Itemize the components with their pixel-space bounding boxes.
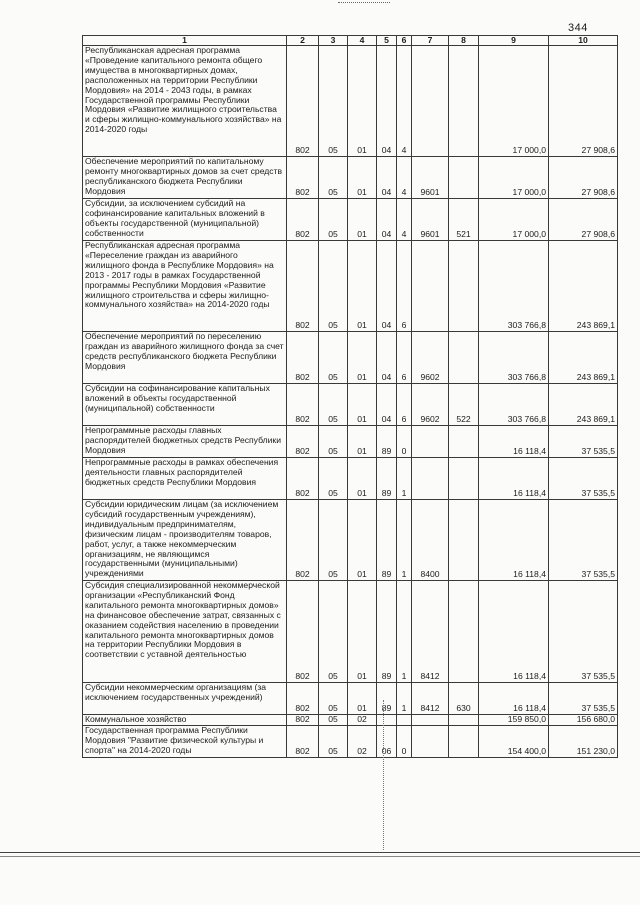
scan-edge-line xyxy=(0,852,640,853)
cell-program: 04 xyxy=(377,241,397,332)
row-name: Республиканская адресная программа «Переселение граждан из аварийного жилищного фонда в Республике Мордовия» на 2013 - 2017 годы в рамках Государственной программы Республики Мордовия «Развитие жилищного строительства и сферы жилищно-коммунального хозяйства» на 2014-2020 годы xyxy=(83,241,287,332)
col-header: 9 xyxy=(479,36,549,46)
cell-ministry: 802 xyxy=(287,199,319,241)
cell-expense-type: 630 xyxy=(449,683,479,715)
cell-expense-type xyxy=(449,500,479,581)
cell-subsection: 01 xyxy=(348,500,377,581)
cell-program: 04 xyxy=(377,199,397,241)
cell-subsection: 01 xyxy=(348,683,377,715)
cell-subprogram: 4 xyxy=(397,46,412,157)
col-header: 8 xyxy=(449,36,479,46)
table-row xyxy=(83,581,618,683)
col-header: 7 xyxy=(412,36,449,46)
col-header: 10 xyxy=(549,36,618,46)
cell-program: 04 xyxy=(377,332,397,384)
col-header: 1 xyxy=(83,36,287,46)
cell-ministry: 802 xyxy=(287,715,319,726)
cell-target-article: 9601 xyxy=(412,157,449,199)
cell-expense-type xyxy=(449,426,479,458)
cell-target-article xyxy=(412,458,449,500)
cell-amount-2: 27 908,6 xyxy=(549,199,618,241)
page-number: 344 xyxy=(568,22,588,34)
col-header: 2 xyxy=(287,36,319,46)
cell-subprogram: 4 xyxy=(397,199,412,241)
table-row xyxy=(83,157,618,199)
row-name: Субсидии некоммерческим организациям (за исключением государственных учреждений) xyxy=(83,683,287,715)
cell-subsection: 02 xyxy=(348,726,377,758)
cell-subsection: 01 xyxy=(348,241,377,332)
cell-amount-1: 17 000,0 xyxy=(479,157,549,199)
cell-amount-2: 243 869,1 xyxy=(549,332,618,384)
cell-amount-1: 303 766,8 xyxy=(479,332,549,384)
cell-amount-1: 159 850,0 xyxy=(479,715,549,726)
table-row xyxy=(83,458,618,500)
cell-target-article: 8400 xyxy=(412,500,449,581)
cell-amount-1: 17 000,0 xyxy=(479,46,549,157)
row-name: Обеспечение мероприятий по переселению граждан из аварийного жилищного фонда за счет средств республиканского бюджета Республики Мордовия xyxy=(83,332,287,384)
cell-program: 04 xyxy=(377,157,397,199)
scan-artifact xyxy=(383,700,385,850)
cell-section: 05 xyxy=(319,500,348,581)
cell-target-article xyxy=(412,426,449,458)
cell-section: 05 xyxy=(319,199,348,241)
cell-subsection: 01 xyxy=(348,426,377,458)
cell-amount-2: 37 535,5 xyxy=(549,426,618,458)
cell-section: 05 xyxy=(319,46,348,157)
cell-section: 05 xyxy=(319,458,348,500)
cell-section: 05 xyxy=(319,157,348,199)
cell-amount-1: 16 118,4 xyxy=(479,581,549,683)
cell-section: 05 xyxy=(319,715,348,726)
cell-expense-type xyxy=(449,581,479,683)
cell-expense-type xyxy=(449,157,479,199)
cell-subsection: 01 xyxy=(348,332,377,384)
cell-amount-2: 27 908,6 xyxy=(549,46,618,157)
cell-amount-1: 154 400,0 xyxy=(479,726,549,758)
col-header: 4 xyxy=(348,36,377,46)
cell-expense-type: 522 xyxy=(449,384,479,426)
cell-subprogram: 6 xyxy=(397,241,412,332)
row-name: Субсидии на софинансирование капитальных вложений в объекты государственной (муниципальной) собственности xyxy=(83,384,287,426)
cell-subsection: 01 xyxy=(348,458,377,500)
cell-program: 89 xyxy=(377,458,397,500)
table-row xyxy=(83,726,618,758)
cell-program: 04 xyxy=(377,46,397,157)
cell-target-article xyxy=(412,715,449,726)
cell-subprogram: 6 xyxy=(397,332,412,384)
cell-ministry: 802 xyxy=(287,46,319,157)
cell-target-article: 8412 xyxy=(412,683,449,715)
cell-subsection: 01 xyxy=(348,384,377,426)
table-row xyxy=(83,683,618,715)
cell-target-article xyxy=(412,46,449,157)
cell-subprogram: 1 xyxy=(397,458,412,500)
cell-amount-1: 16 118,4 xyxy=(479,426,549,458)
cell-subprogram xyxy=(397,715,412,726)
cell-expense-type xyxy=(449,458,479,500)
table-row xyxy=(83,332,618,384)
top-scan-mark xyxy=(338,2,390,6)
table-row xyxy=(83,241,618,332)
cell-section: 05 xyxy=(319,426,348,458)
cell-subsection: 01 xyxy=(348,199,377,241)
cell-subprogram: 1 xyxy=(397,581,412,683)
cell-amount-2: 151 230,0 xyxy=(549,726,618,758)
cell-target-article: 9601 xyxy=(412,199,449,241)
table-row xyxy=(83,715,618,726)
cell-target-article: 8412 xyxy=(412,581,449,683)
cell-ministry: 802 xyxy=(287,426,319,458)
cell-subsection: 01 xyxy=(348,46,377,157)
cell-expense-type xyxy=(449,715,479,726)
header-row xyxy=(83,36,618,46)
cell-amount-2: 37 535,5 xyxy=(549,458,618,500)
cell-ministry: 802 xyxy=(287,332,319,384)
row-name: Субсидии юридическим лицам (за исключением субсидий государственным учреждениям), индивидуальным предпринимателям, физическим лицам - производителям товаров, работ, услуг, а также некоммерческим организациям, не являющимся государственными (муниципальными) учреждениями xyxy=(83,500,287,581)
cell-amount-2: 156 680,0 xyxy=(549,715,618,726)
cell-subprogram: 0 xyxy=(397,726,412,758)
row-name: Коммунальное хозяйство xyxy=(83,715,287,726)
cell-program: 89 xyxy=(377,683,397,715)
cell-program: 89 xyxy=(377,581,397,683)
cell-ministry: 802 xyxy=(287,581,319,683)
cell-subprogram: 1 xyxy=(397,683,412,715)
cell-ministry: 802 xyxy=(287,726,319,758)
cell-amount-1: 17 000,0 xyxy=(479,199,549,241)
row-name: Непрограммные расходы в рамках обеспечения деятельности главных распорядителей бюджетных средств Республики Мордовия xyxy=(83,458,287,500)
cell-section: 05 xyxy=(319,332,348,384)
cell-subsection: 01 xyxy=(348,581,377,683)
table-row xyxy=(83,384,618,426)
cell-expense-type xyxy=(449,241,479,332)
cell-expense-type xyxy=(449,46,479,157)
budget-table xyxy=(82,35,618,758)
cell-section: 05 xyxy=(319,581,348,683)
cell-amount-2: 37 535,5 xyxy=(549,500,618,581)
cell-amount-1: 303 766,8 xyxy=(479,241,549,332)
cell-program: 06 xyxy=(377,726,397,758)
cell-expense-type xyxy=(449,332,479,384)
cell-amount-1: 16 118,4 xyxy=(479,683,549,715)
cell-target-article: 9602 xyxy=(412,332,449,384)
cell-section: 05 xyxy=(319,683,348,715)
cell-ministry: 802 xyxy=(287,157,319,199)
cell-subprogram: 4 xyxy=(397,157,412,199)
cell-ministry: 802 xyxy=(287,384,319,426)
cell-amount-2: 243 869,1 xyxy=(549,241,618,332)
cell-subprogram: 1 xyxy=(397,500,412,581)
cell-amount-2: 27 908,6 xyxy=(549,157,618,199)
col-header: 3 xyxy=(319,36,348,46)
cell-amount-1: 16 118,4 xyxy=(479,458,549,500)
cell-expense-type xyxy=(449,726,479,758)
cell-ministry: 802 xyxy=(287,241,319,332)
cell-section: 05 xyxy=(319,384,348,426)
table-row xyxy=(83,199,618,241)
cell-amount-2: 37 535,5 xyxy=(549,683,618,715)
row-name: Государственная программа Республики Мордовия "Развитие физической культуры и спорта" на 2014-2020 годы xyxy=(83,726,287,758)
table-row xyxy=(83,426,618,458)
cell-program xyxy=(377,715,397,726)
cell-amount-1: 303 766,8 xyxy=(479,384,549,426)
cell-amount-2: 243 869,1 xyxy=(549,384,618,426)
cell-expense-type: 521 xyxy=(449,199,479,241)
row-name: Непрограммные расходы главных распорядителей бюджетных средств Республики Мордовия xyxy=(83,426,287,458)
cell-ministry: 802 xyxy=(287,458,319,500)
row-name: Субсидии, за исключением субсидий на софинансирование капитальных вложений в объекты государственной (муниципальной) собственности xyxy=(83,199,287,241)
cell-target-article xyxy=(412,241,449,332)
cell-section: 05 xyxy=(319,726,348,758)
cell-amount-2: 37 535,5 xyxy=(549,581,618,683)
cell-program: 89 xyxy=(377,500,397,581)
scan-edge-line xyxy=(0,856,640,857)
col-header: 5 xyxy=(377,36,397,46)
cell-ministry: 802 xyxy=(287,500,319,581)
cell-ministry: 802 xyxy=(287,683,319,715)
row-name: Субсидия специализированной некоммерческой организации «Республиканский Фонд капитального ремонта многоквартирных домов» на финансовое обеспечение затрат, связанных с оказанием содействия населению в проведении капитального ремонта многоквартирных домов на территории Республики Мордовия в соответствии с уставной деятельностью xyxy=(83,581,287,683)
table-row xyxy=(83,46,618,157)
col-header: 6 xyxy=(397,36,412,46)
cell-section: 05 xyxy=(319,241,348,332)
cell-subsection: 02 xyxy=(348,715,377,726)
table-row xyxy=(83,500,618,581)
cell-program: 04 xyxy=(377,384,397,426)
cell-subprogram: 0 xyxy=(397,426,412,458)
cell-subprogram: 6 xyxy=(397,384,412,426)
row-name: Обеспечение мероприятий по капитальному ремонту многоквартирных домов за счет средств республиканского бюджета Республики Мордовия xyxy=(83,157,287,199)
cell-amount-1: 16 118,4 xyxy=(479,500,549,581)
cell-target-article: 9602 xyxy=(412,384,449,426)
row-name: Республиканская адресная программа «Проведение капитального ремонта общего имущества в многоквартирных домах, расположенных на территории Республики Мордовия» на 2014 - 2043 годы, в рамках Государственной программы Республики Мордовия «Развитие жилищного строительства и сферы жилищно-коммунального хозяйства» на 2014-2020 годы xyxy=(83,46,287,157)
cell-target-article xyxy=(412,726,449,758)
cell-program: 89 xyxy=(377,426,397,458)
cell-subsection: 01 xyxy=(348,157,377,199)
